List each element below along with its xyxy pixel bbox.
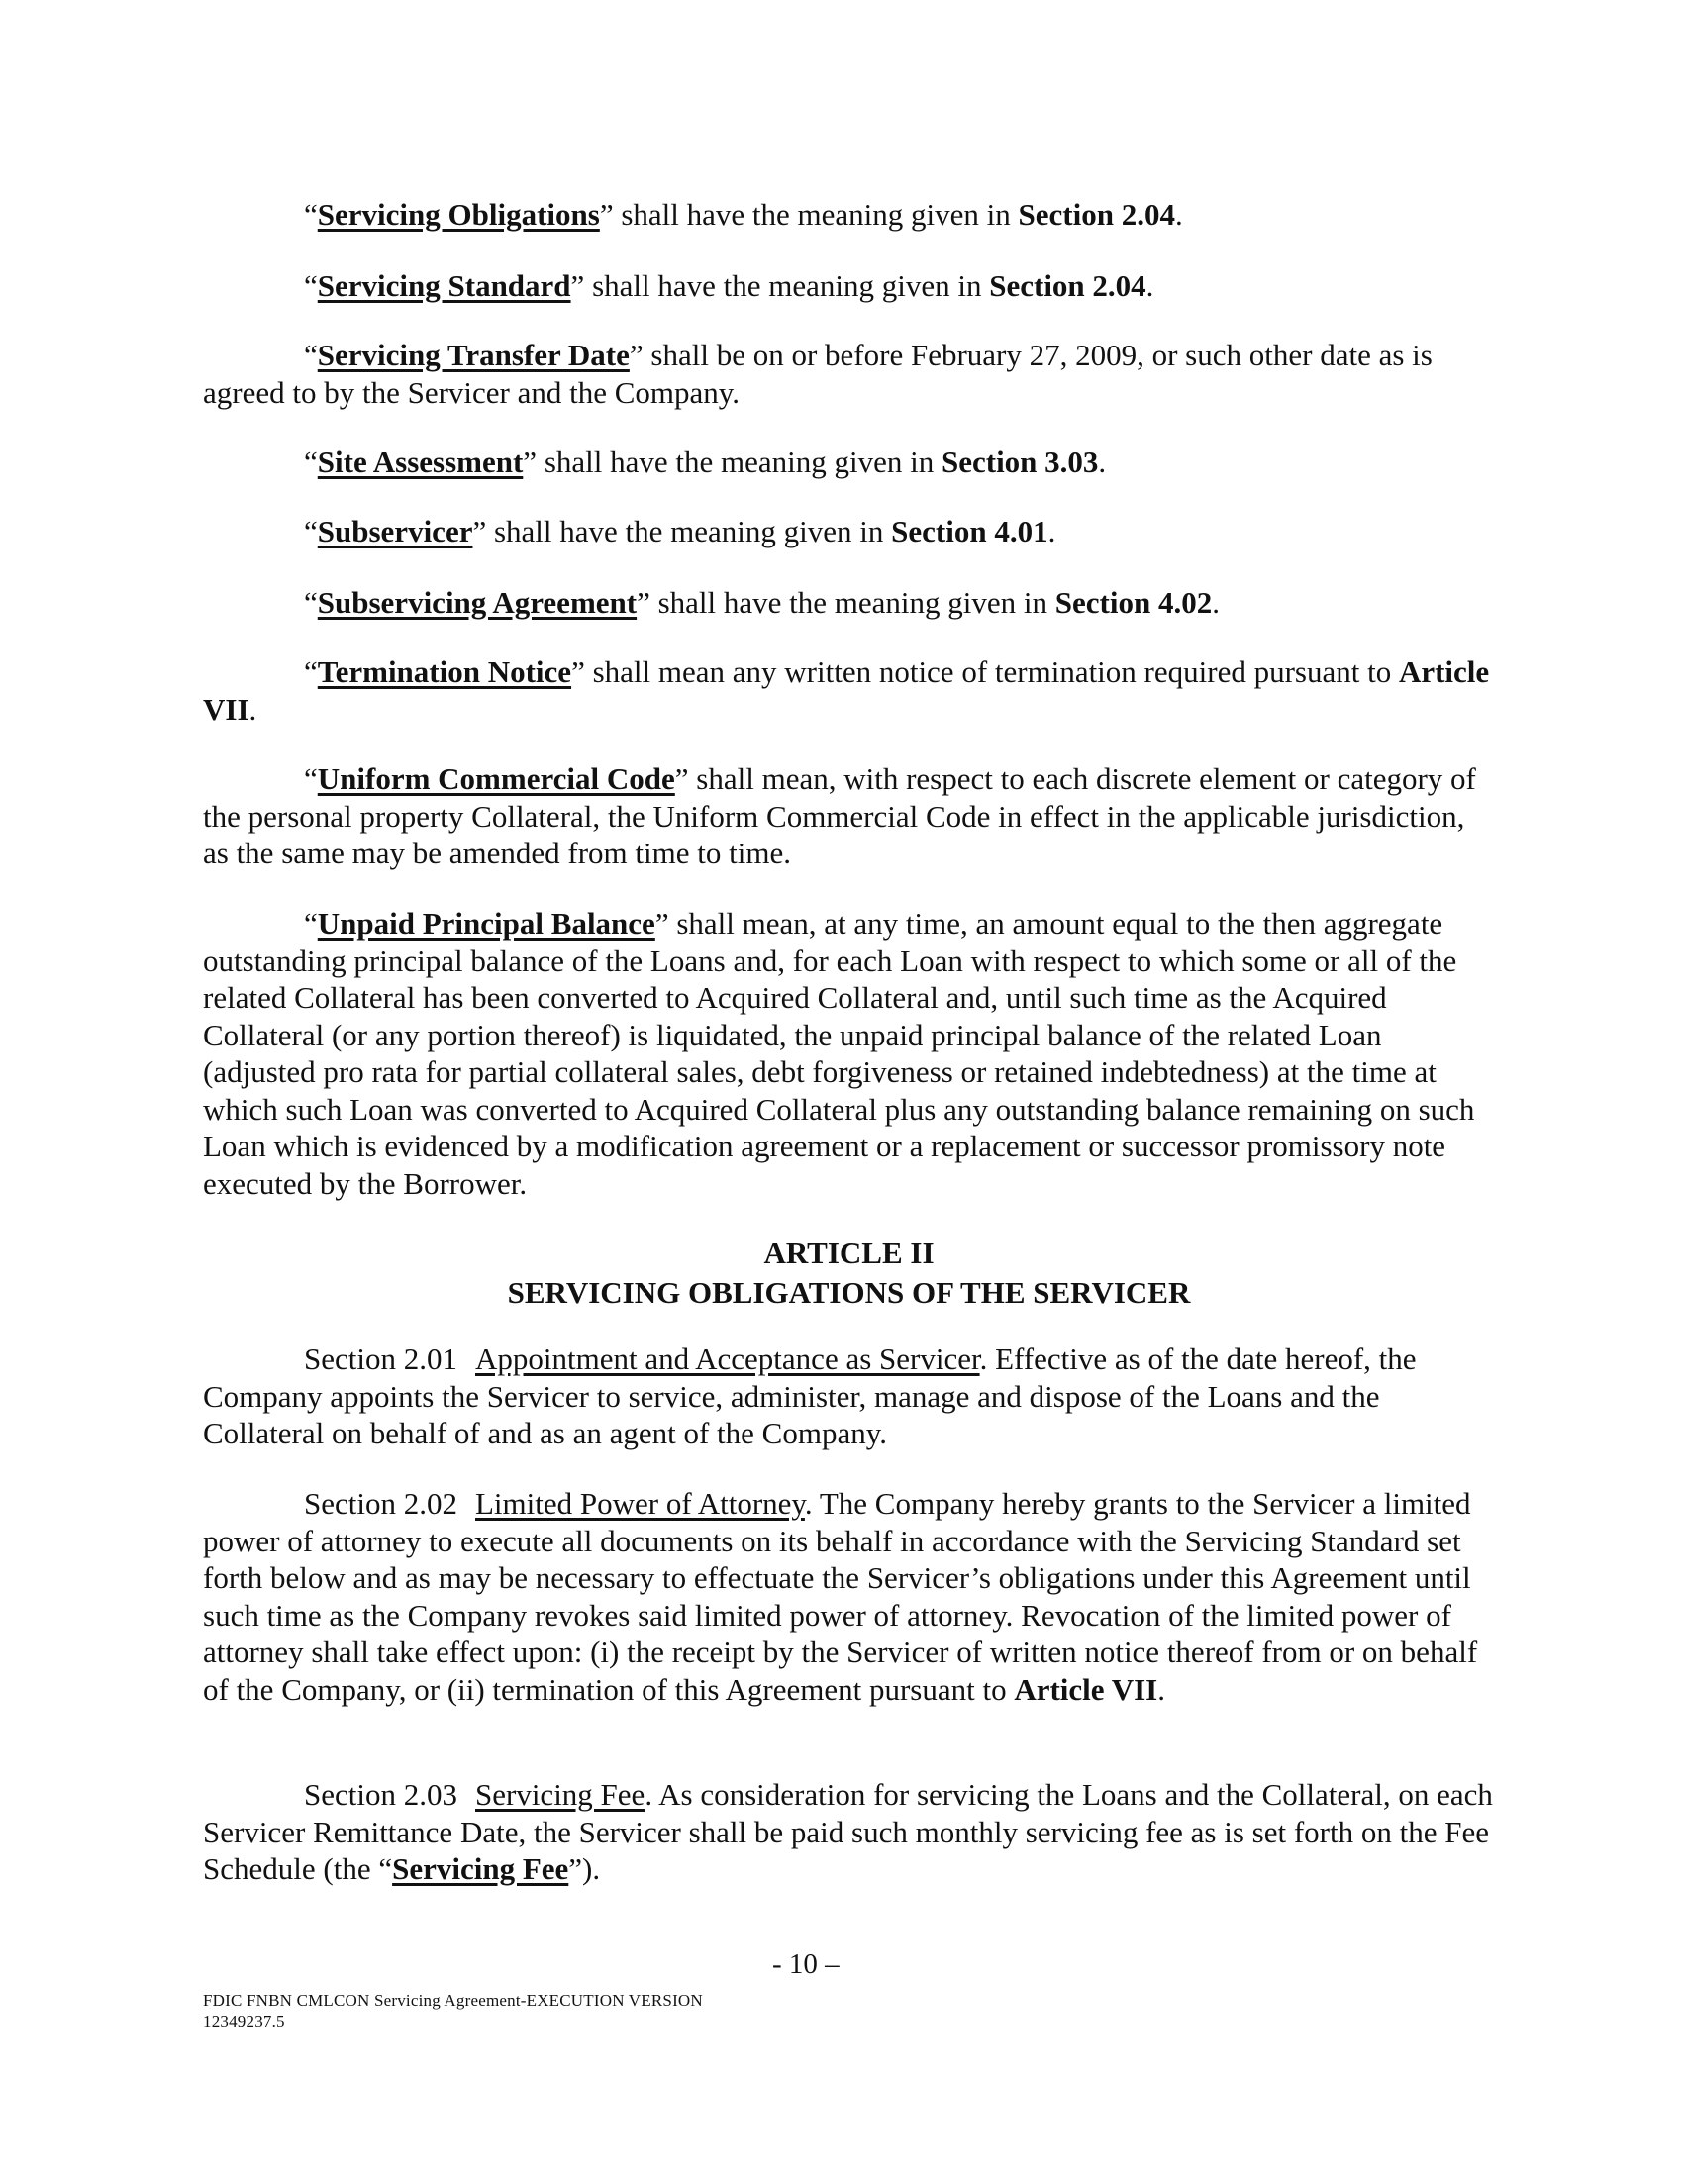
quote-close: ” bbox=[571, 654, 585, 689]
definition-end: . bbox=[1174, 197, 1183, 232]
quote-close: ” bbox=[472, 514, 487, 548]
section-reference: Article VII bbox=[1014, 1671, 1158, 1707]
section-end: . bbox=[1157, 1671, 1165, 1707]
section-2-03 bbox=[203, 1776, 1495, 1888]
section-2-02 bbox=[203, 1485, 1495, 1708]
definition-end: . bbox=[1047, 514, 1056, 548]
definition-servicing-transfer-date bbox=[203, 337, 1495, 411]
section-title: Limited Power of Attorney bbox=[475, 1486, 805, 1521]
quote-open: “ bbox=[304, 761, 318, 796]
article-heading bbox=[203, 1234, 1495, 1313]
quote-close: ” bbox=[654, 906, 669, 941]
quote-close: ” bbox=[629, 338, 644, 372]
definition-end: . bbox=[1145, 268, 1154, 303]
section-number: Section 2.02 bbox=[304, 1486, 457, 1521]
definition-text: shall have the meaning given in bbox=[649, 585, 1055, 620]
definition-servicing-obligations bbox=[203, 196, 1495, 234]
defined-term: Subservicer bbox=[317, 514, 473, 548]
quote-open: “ bbox=[304, 445, 318, 479]
definition-termination-notice bbox=[203, 653, 1495, 728]
quote-open: “ bbox=[304, 585, 318, 620]
section-body: . Effective as of the date hereof, the Company appoints the Servicer to service, administer, manage and dispose of the Loans and the Collateral on behalf of and as an agent of the Company. bbox=[203, 1341, 1417, 1450]
definition-subservicing-agreement bbox=[203, 584, 1495, 622]
quote-close: ” bbox=[637, 585, 650, 620]
quote-open: “ bbox=[304, 654, 318, 689]
definition-subservicer bbox=[203, 513, 1495, 550]
section-body: . The Company hereby grants to the Servicer a limited power of attorney to execute all documents on its behalf in accordance with the Servicing Standard set forth below and as may be necessary to effectuate the Servicer’s obligations under this Agreement until such time as the Company revokes said limited power of attorney. Revocation of the limited power of attorney shall take effect upon: (i) the receipt by the Servicer of written notice thereof from or on behalf of the Company, or (ii) termination of this Agreement pursuant to bbox=[203, 1486, 1478, 1707]
article-number: ARTICLE II bbox=[763, 1236, 935, 1270]
quote-close: ” bbox=[523, 445, 538, 479]
definition-text: shall have the meaning given in bbox=[537, 445, 942, 479]
defined-term: Servicing Standard bbox=[317, 268, 571, 303]
section-number: Section 2.01 bbox=[304, 1341, 457, 1376]
definition-unpaid-principal-balance bbox=[203, 905, 1495, 1202]
defined-term: Servicing Obligations bbox=[317, 197, 600, 232]
definition-text: shall be on or before February 27, 2009, or such other date as is agreed to by the Servicer and the Company. bbox=[203, 338, 1433, 410]
defined-term: Unpaid Principal Balance bbox=[317, 906, 655, 941]
definition-uniform-commercial-code bbox=[203, 760, 1495, 872]
section-title: Appointment and Acceptance as Servicer bbox=[475, 1341, 980, 1376]
section-body: . As consideration for servicing the Loans and the Collateral, on each Servicer Remittance Date, the Servicer shall be paid such monthly servicing fee as is set forth on the Fee Schedule (the “ bbox=[203, 1777, 1493, 1886]
quote-open: “ bbox=[304, 197, 318, 232]
section-reference: Section 2.04 bbox=[989, 268, 1146, 303]
section-reference: Section 3.03 bbox=[941, 445, 1099, 479]
section-reference: Section 4.01 bbox=[891, 514, 1048, 548]
section-reference: Section 2.04 bbox=[1018, 197, 1175, 232]
definition-text: shall have the meaning given in bbox=[584, 268, 990, 303]
definition-text: shall mean, with respect to each discrete element or category of the personal property Collateral, the Uniform Commercial Code in effect in the applicable jurisdiction, as the same may be amended from time to time. bbox=[203, 761, 1476, 870]
definition-text: shall mean any written notice of termination required pursuant to bbox=[584, 654, 1399, 689]
article-title: SERVICING OBLIGATIONS OF THE SERVICER bbox=[507, 1275, 1191, 1310]
footer-document-id: 12349237.5 bbox=[203, 2012, 285, 2031]
definition-text: shall mean, at any time, an amount equal to the then aggregate outstanding principal balance of the Loans and, for each Loan with respect to which some or all of the related Collateral has been converted to Acquired Collateral and, until such time as the Acquired Collateral (or any portion thereof) is liquidated, the unpaid principal balance of the related Loan (adjusted pro rata for partial collateral sales, debt forgiveness or retained indebtedness) at the time at which such Loan was converted to Acquired Collateral plus any outstanding balance remaining on such Loan which is evidenced by a modification agreement or a replacement or successor promissory note executed by the Borrower. bbox=[203, 906, 1475, 1201]
quote-open: “ bbox=[304, 268, 318, 303]
section-number: Section 2.03 bbox=[304, 1777, 457, 1812]
section-2-01 bbox=[203, 1340, 1495, 1452]
quote-open: “ bbox=[304, 514, 318, 548]
definition-text: shall have the meaning given in bbox=[613, 197, 1019, 232]
defined-term: Servicing Transfer Date bbox=[317, 338, 630, 372]
definition-servicing-standard bbox=[203, 267, 1495, 305]
definition-end: . bbox=[1098, 445, 1107, 479]
definition-end: . bbox=[248, 691, 257, 727]
quote-close: ” bbox=[570, 268, 585, 303]
document-footer bbox=[203, 1990, 703, 2032]
section-reference: Section 4.02 bbox=[1054, 585, 1213, 620]
quote-close: ” bbox=[674, 761, 689, 796]
quote-close: ” bbox=[599, 197, 614, 232]
definition-text: shall have the meaning given in bbox=[486, 514, 892, 548]
quote-open: “ bbox=[304, 906, 318, 941]
definition-end: . bbox=[1212, 585, 1220, 620]
defined-term: Uniform Commercial Code bbox=[317, 761, 675, 796]
quote-open: “ bbox=[304, 338, 318, 372]
page-number: - 10 – bbox=[772, 1948, 840, 1980]
defined-term: Subservicing Agreement bbox=[317, 585, 638, 620]
section-reference: Article VII bbox=[203, 654, 1490, 727]
footer-document-title: FDIC FNBN CMLCON Servicing Agreement-EXECUTION VERSION bbox=[203, 1991, 703, 2010]
section-end: ”). bbox=[568, 1851, 601, 1886]
defined-term: Termination Notice bbox=[317, 654, 572, 689]
definition-site-assessment bbox=[203, 444, 1495, 481]
defined-term: Servicing Fee bbox=[392, 1851, 569, 1886]
defined-term: Site Assessment bbox=[317, 445, 524, 479]
section-title: Servicing Fee bbox=[475, 1777, 645, 1812]
